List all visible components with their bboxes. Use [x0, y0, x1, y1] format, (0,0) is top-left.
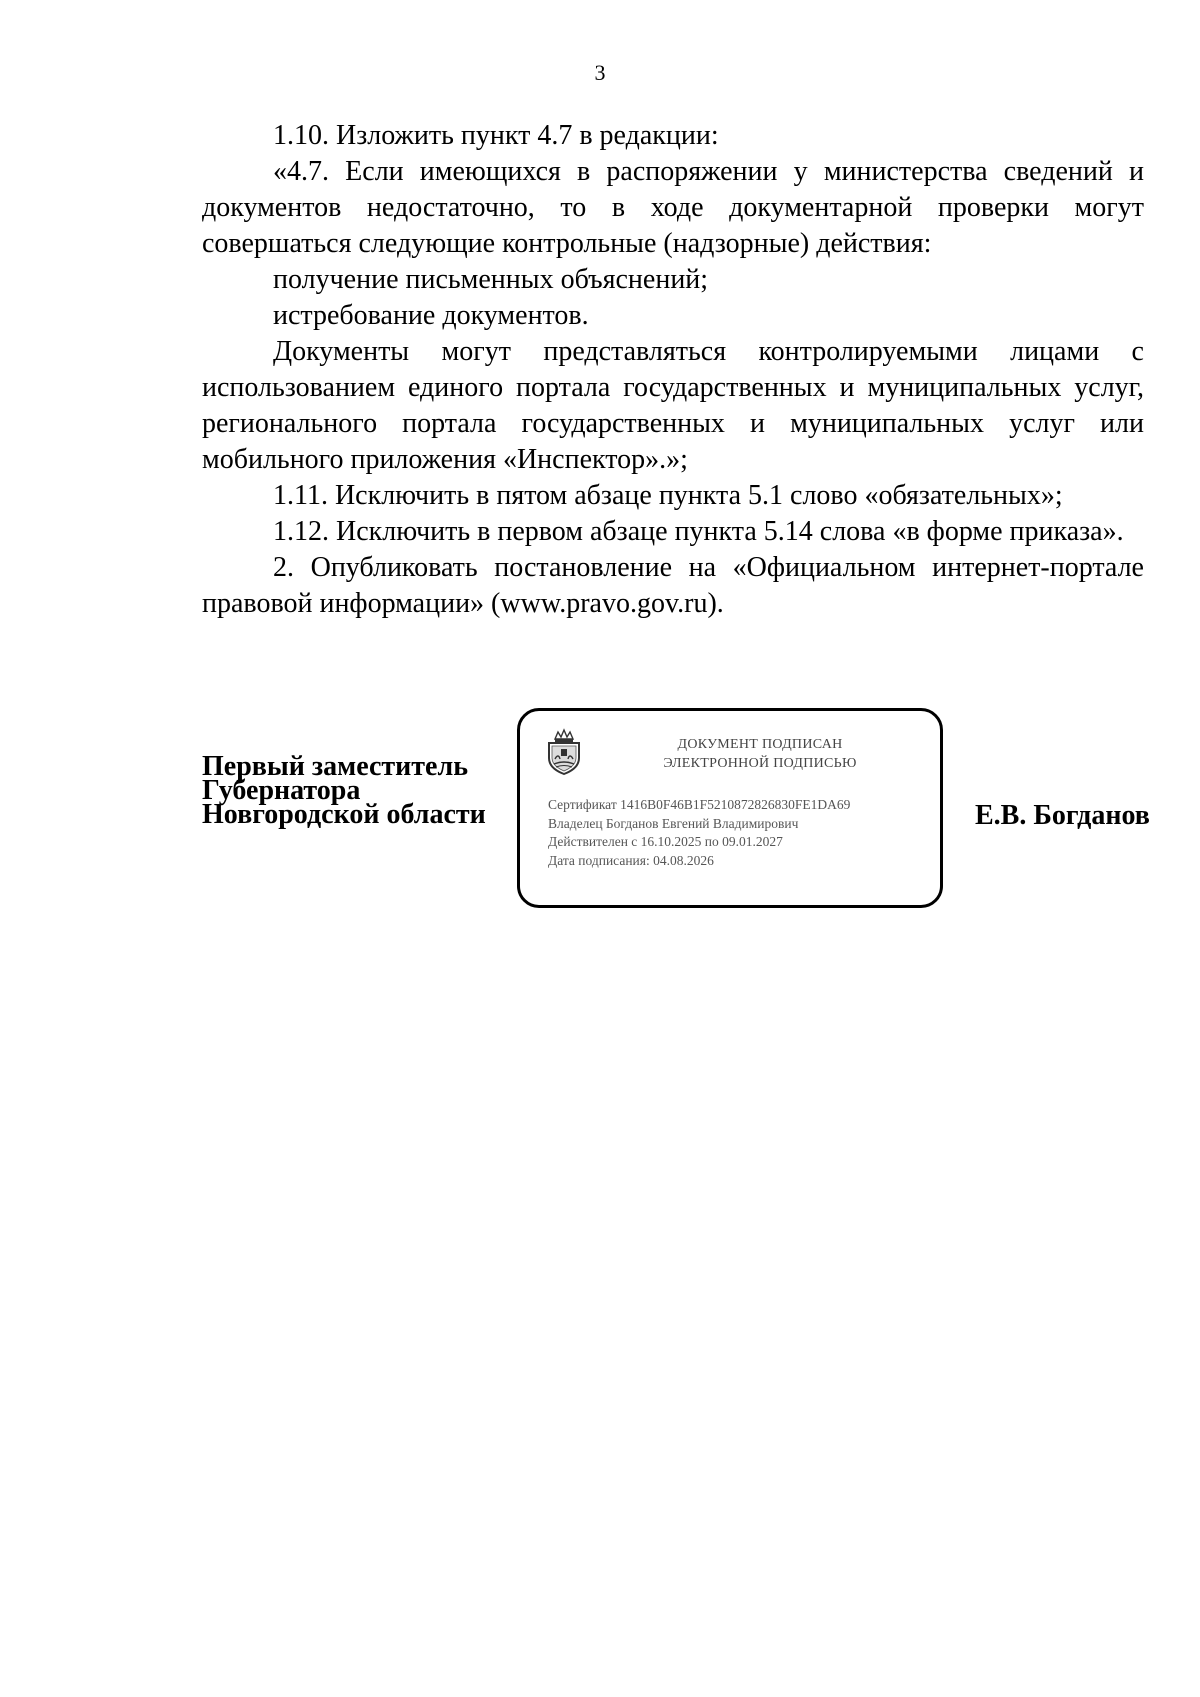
signer-title-line: Первый заместитель: [202, 751, 468, 782]
stamp-certificate: Сертификат 1416B0F46B1F5210872826830FE1DA69: [548, 797, 851, 812]
stamp-heading: [610, 735, 910, 773]
paragraph-2-publish: 2. Опубликовать постановление на «Официальном интернет-портале правовой информации» (www.pravo.gov.ru).: [202, 552, 1144, 619]
signer-title: [202, 751, 502, 830]
paragraph-1-12: 1.12. Исключить в первом абзаце пункта 5.14 слова «в форме приказа».: [273, 516, 1124, 547]
paragraph-4-7-quote: «4.7. Если имеющихся в распоряжении у министерства сведений и документов недостаточно, то в ходе документарной проверки могут совершаться следующие контрольные (надзорные) действия:: [202, 156, 1144, 259]
paragraph-1-11: 1.11. Исключить в пятом абзаце пункта 5.1 слово «обязательных»;: [273, 480, 1063, 511]
stamp-owner: Владелец Богданов Евгений Владимирович: [548, 815, 799, 831]
stamp-signing-date: Дата подписания: 04.08.2026: [548, 852, 714, 868]
signer-title-line: Губернатора: [202, 775, 361, 806]
signer-name: Е.В. Богданов: [975, 800, 1150, 831]
stamp-heading-line: ДОКУМЕНТ ПОДПИСАН: [677, 737, 843, 752]
paragraph-explanations: получение письменных объяснений;: [273, 264, 709, 295]
paragraph-documents-request: истребование документов.: [273, 300, 589, 331]
document-body: [202, 118, 1144, 622]
stamp-details: [548, 796, 850, 870]
electronic-signature-stamp: [517, 708, 943, 908]
page-number: 3: [594, 60, 606, 85]
signer-title-line: Новгородской области: [202, 799, 486, 830]
stamp-validity: Действителен с 16.10.2025 по 09.01.2027: [548, 834, 783, 849]
paragraph-1-10: 1.10. Изложить пункт 4.7 в редакции:: [273, 120, 719, 151]
coat-of-arms-icon: [544, 728, 584, 776]
paragraph-portals: Документы могут представляться контролируемыми лицами с использованием единого портала государственных и муниципальных услуг, регионального портала государственных и муниципальных услуг или мобильного приложения «Инспектор».»;: [202, 336, 1144, 475]
stamp-heading-line: ЭЛЕКТРОННОЙ ПОДПИСЬЮ: [663, 756, 857, 771]
